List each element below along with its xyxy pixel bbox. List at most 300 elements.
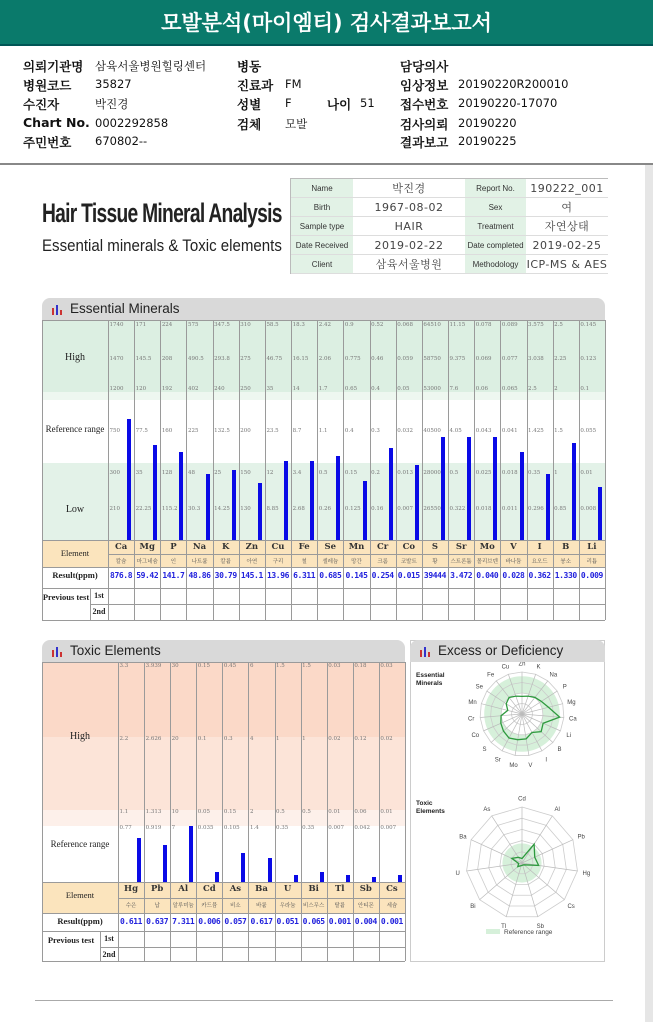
range-tick: 0.013 — [397, 470, 413, 476]
element-symbol: Fe — [298, 542, 310, 552]
result-value: 13.96 — [266, 571, 290, 580]
element-symbol: Cr — [377, 542, 389, 552]
result-value: 3.472 — [450, 571, 473, 580]
range-tick: 0.032 — [397, 428, 413, 434]
radar-title: Minerals — [416, 680, 443, 687]
radar-axis-label: Zn — [518, 661, 526, 668]
info-label-text: Chart No. — [23, 115, 90, 130]
info-label-text: 성별 — [237, 97, 262, 112]
card-label: Sex — [465, 198, 526, 217]
range-tick: 0.06 — [475, 386, 488, 392]
range-band — [42, 392, 605, 400]
info-value: F — [285, 96, 292, 110]
range-tick: 0.01 — [380, 809, 393, 815]
toxic-title: Toxic Elements — [70, 643, 161, 658]
result-value: 30.79 — [214, 571, 237, 580]
range-tick: 0.26 — [318, 506, 331, 512]
card-label: Treatment — [465, 217, 526, 236]
grid-line — [90, 588, 91, 620]
range-tick: 1.313 — [145, 809, 162, 815]
label-previous-test: Previous test — [47, 935, 95, 945]
range-tick: 2.68 — [292, 506, 305, 512]
range-tick: 1 — [554, 470, 558, 476]
radar-axis-label: V — [528, 762, 533, 769]
range-tick: 0.018 — [475, 506, 492, 512]
result-bar-Ca — [127, 419, 131, 540]
result-bar-Mg — [153, 445, 157, 540]
radar-axis-label: K — [536, 664, 541, 671]
range-tick: 16.15 — [292, 356, 309, 362]
grid-line — [108, 554, 605, 555]
grid-line — [42, 540, 605, 541]
label-1st: 1st — [104, 934, 114, 943]
result-bar-Fe — [310, 461, 314, 540]
label-result: Result(ppm) — [52, 570, 98, 580]
grid-line — [605, 320, 606, 620]
range-tick: 12 — [266, 470, 274, 476]
range-tick: 14.25 — [214, 506, 230, 512]
radar-axis-label: B — [557, 747, 562, 754]
radar-axis-label: Tl — [501, 923, 507, 930]
range-tick: 0.3 — [223, 736, 233, 742]
range-tick: 0.078 — [475, 322, 492, 328]
range-tick: 0.15 — [223, 809, 237, 815]
element-korean-name: 바륨 — [256, 902, 267, 909]
result-value: 0.009 — [580, 571, 603, 580]
result-value: 0.001 — [380, 917, 403, 926]
result-bar-Pb — [163, 845, 167, 882]
radar-axis-label: Cs — [567, 904, 575, 911]
result-bar-K — [232, 470, 236, 540]
range-tick: 0.35 — [528, 470, 541, 476]
radar-axis-label: Hg — [582, 870, 591, 877]
range-tick: 0.01 — [580, 470, 593, 476]
label-result: Result(ppm) — [57, 916, 103, 926]
range-tick: 0.18 — [354, 663, 367, 669]
element-korean-name: 철 — [301, 558, 307, 565]
info-value: 670802-- — [95, 134, 148, 148]
result-value: 0.145 — [345, 571, 368, 580]
grid-line — [42, 567, 605, 568]
result-bar-Al — [189, 826, 193, 882]
range-tick: 4 — [249, 736, 254, 742]
element-symbol: Ba — [255, 884, 268, 894]
card-value: 2019-02-25 — [526, 236, 608, 255]
range-tick: 1740 — [109, 322, 124, 328]
card-value: 190222_001 — [526, 179, 608, 198]
card-label: Date Received — [291, 236, 353, 255]
range-tick: 310 — [240, 322, 251, 328]
range-tick: 1.1 — [119, 809, 129, 815]
range-tick: 3.939 — [145, 663, 162, 669]
essential-title: Essential Minerals — [70, 301, 180, 316]
grid-line — [42, 662, 43, 961]
range-tick: 0.01 — [328, 809, 341, 815]
result-bar-Li — [598, 487, 602, 540]
element-korean-name: 나트륨 — [191, 558, 208, 565]
result-value: 0.362 — [528, 571, 551, 580]
range-tick: 58750 — [423, 356, 441, 362]
radar-axis-label: S — [482, 747, 487, 754]
result-bar-Bi — [320, 872, 324, 882]
element-symbol: U — [283, 884, 292, 894]
element-korean-name: 비소 — [230, 902, 241, 909]
range-tick: 0.296 — [528, 506, 544, 512]
range-tick: 0.45 — [223, 663, 237, 669]
legend-swatch — [486, 929, 500, 934]
element-korean-name: 구리 — [272, 558, 284, 565]
range-tick: 0.35 — [302, 825, 315, 831]
radar-axis-label: Se — [475, 684, 483, 691]
grid-line — [405, 662, 406, 961]
element-korean-name: 마그네슘 — [136, 558, 158, 565]
card-label: Name — [291, 179, 353, 198]
range-tick: 145.5 — [135, 356, 152, 362]
range-tick: 0.055 — [580, 428, 597, 434]
range-tick: 0.065 — [501, 386, 518, 392]
scrollbar-track[interactable] — [645, 165, 653, 1022]
range-tick: 6 — [249, 663, 254, 669]
element-symbol: Li — [587, 542, 597, 552]
info-label — [23, 57, 83, 75]
grid-line — [42, 320, 605, 321]
label-element: Element — [65, 890, 95, 900]
info-label-text: 수진자 — [23, 97, 60, 112]
result-value: 1.330 — [554, 571, 577, 580]
card-label: Client — [291, 255, 353, 274]
range-tick: 0.2 — [371, 470, 380, 476]
info-label — [23, 133, 71, 151]
range-tick: 3.3 — [119, 663, 129, 669]
radar-axis-label: Pb — [577, 834, 585, 841]
element-korean-name: 스트론튬 — [450, 558, 472, 565]
element-korean-name: 카드뮴 — [201, 902, 218, 909]
range-tick: 11.15 — [449, 322, 466, 328]
element-symbol: Mg — [139, 542, 155, 552]
range-tick: 0.4 — [371, 386, 380, 392]
element-symbol: Ca — [114, 542, 128, 552]
range-tick: 0.041 — [501, 428, 518, 434]
range-tick: 208 — [161, 356, 173, 362]
range-tick: 1200 — [109, 386, 124, 392]
info-label-text: 병동 — [237, 59, 262, 74]
range-tick: 2.42 — [318, 322, 331, 328]
range-tick: 28000 — [423, 470, 441, 476]
result-value: 0.028 — [502, 571, 525, 580]
info-label — [237, 115, 261, 133]
age-value: 51 — [360, 96, 375, 110]
element-korean-name: 안티몬 — [357, 902, 374, 909]
grid-line — [42, 620, 605, 621]
legend-label: Reference range — [504, 929, 553, 936]
range-tick: 0.02 — [380, 736, 393, 742]
result-value: 48.86 — [188, 571, 211, 580]
range-tick: 2.5 — [528, 386, 537, 392]
bar-chart-icon — [420, 646, 432, 657]
radar-axis-label: Cr — [468, 716, 475, 723]
range-tick: 250 — [240, 386, 251, 392]
element-korean-name: 몰리브덴 — [476, 558, 498, 565]
range-tick: 58.5 — [266, 322, 279, 328]
range-tick: 200 — [240, 428, 251, 434]
label-1st: 1st — [94, 591, 104, 600]
info-value: 0002292858 — [95, 116, 169, 130]
card-value: 1967-08-02 — [353, 198, 465, 217]
card-label: Birth — [291, 198, 353, 217]
range-tick: 0.011 — [501, 506, 518, 512]
radar-title: Excess or Deficiency — [438, 643, 564, 658]
info-label-text: 주민번호 — [23, 135, 72, 150]
result-bar-B — [572, 443, 576, 540]
range-tick: 35 — [135, 470, 143, 476]
range-tick: 347.5 — [214, 322, 230, 328]
element-symbol: Zn — [245, 542, 259, 552]
range-tick: 8.85 — [266, 506, 279, 512]
range-band — [42, 662, 405, 737]
result-value: 7.311 — [172, 917, 195, 926]
range-tick: 0.5 — [302, 809, 311, 815]
range-tick: 0.007 — [328, 825, 344, 831]
element-symbol: Cd — [202, 884, 216, 894]
element-korean-name: 세슘 — [386, 902, 398, 909]
report-logo-title: Hair Tissue Mineral Analysis — [42, 198, 282, 228]
radar-axis-label: Na — [549, 672, 558, 679]
result-value: 0.057 — [224, 917, 247, 926]
info-value: FM — [285, 77, 302, 91]
range-tick: 0.5 — [276, 809, 285, 815]
radar-axis-label: Cd — [518, 796, 526, 803]
info-label-text: 검사의뢰 — [400, 117, 449, 132]
range-tick: 14 — [292, 386, 300, 392]
info-label-text: 결과보고 — [400, 135, 449, 150]
range-tick: 0.035 — [197, 825, 214, 831]
radar-axis-label: Mo — [509, 762, 518, 769]
result-value: 0.637 — [146, 917, 169, 926]
card-value: ICP-MS & AES — [526, 255, 608, 274]
range-tick: 25 — [214, 470, 222, 476]
range-tick: 30 — [171, 663, 179, 669]
element-symbol: Mo — [479, 542, 495, 552]
radar-axis-label: Al — [554, 806, 560, 813]
info-value: 20190220 — [458, 116, 517, 130]
radar-axis-label: I — [545, 757, 548, 764]
range-tick: 0.03 — [328, 663, 341, 669]
range-tick: 240 — [214, 386, 225, 392]
element-korean-name: 바나듐 — [505, 558, 522, 565]
radar-axis-label: Ca — [568, 716, 577, 723]
result-value: 145.1 — [240, 571, 263, 580]
element-symbol: Sr — [455, 542, 467, 552]
range-tick: 130 — [240, 506, 251, 512]
radar-axis-label: Co — [471, 732, 480, 739]
result-value: 876.8 — [110, 571, 133, 580]
card-value: 여 — [526, 198, 608, 217]
report-logo-subtitle: Essential minerals & Toxic elements — [42, 236, 282, 255]
result-value: 0.051 — [276, 917, 299, 926]
range-tick: 22.25 — [135, 506, 152, 512]
element-symbol: P — [170, 542, 177, 552]
essential-section-header — [42, 298, 605, 320]
element-korean-name: 붕소 — [560, 558, 572, 565]
element-symbol: Se — [324, 542, 337, 552]
element-symbol: Bi — [308, 884, 319, 894]
element-symbol: V — [510, 542, 517, 552]
grid-line — [42, 961, 405, 962]
result-bar-Cu — [284, 461, 288, 540]
card-value: 삼육서울병원 — [353, 255, 465, 274]
result-value: 0.617 — [250, 917, 273, 926]
info-label-text: 진료과 — [237, 78, 274, 93]
element-symbol: K — [222, 542, 230, 552]
info-label — [23, 95, 59, 113]
range-tick: 120 — [135, 386, 147, 392]
result-bar-Tl — [346, 875, 350, 882]
label-element: Element — [60, 548, 90, 558]
range-tick: 0.322 — [449, 506, 466, 512]
grid-line — [42, 320, 43, 620]
range-tick: 2 — [249, 809, 254, 815]
card-label: Sample type — [291, 217, 353, 236]
info-value: 모발 — [285, 117, 308, 131]
range-tick: 9.375 — [449, 356, 466, 362]
range-tick: 1 — [302, 736, 306, 742]
result-value: 59.42 — [136, 571, 159, 580]
info-label-text: 검체 — [237, 117, 262, 132]
range-tick: 0.042 — [354, 825, 371, 831]
range-tick: 0.35 — [276, 825, 289, 831]
result-bar-V — [520, 452, 524, 540]
range-tick: 575 — [187, 322, 199, 328]
info-label — [237, 57, 261, 75]
range-tick: 0.15 — [344, 470, 358, 476]
label-high: High — [70, 731, 90, 742]
element-symbol: S — [431, 542, 439, 552]
range-tick: 1.425 — [528, 428, 544, 434]
radar-axis-label: Li — [566, 732, 572, 739]
element-korean-name: 코발트 — [400, 558, 417, 565]
range-tick: 0.007 — [380, 825, 397, 831]
range-tick: 0.85 — [554, 506, 567, 512]
element-symbol: Hg — [124, 884, 139, 894]
divider — [0, 163, 653, 165]
range-tick: 2.25 — [554, 356, 567, 362]
range-tick: 0.77 — [119, 825, 132, 831]
range-tick: 150 — [240, 470, 251, 476]
card-label: Methodology — [465, 255, 526, 274]
range-tick: 192 — [161, 386, 173, 392]
range-tick: 0.007 — [397, 506, 413, 512]
range-tick: 0.9 — [344, 322, 354, 328]
range-tick: 35 — [266, 386, 274, 392]
grid-line — [90, 604, 605, 605]
element-korean-name: 칼슘 — [115, 558, 127, 565]
element-korean-name: 요오드 — [531, 558, 548, 565]
range-tick: 128 — [161, 470, 173, 476]
range-tick: 0.069 — [475, 356, 492, 362]
result-value: 0.040 — [476, 571, 499, 580]
radar-axis-label: Sb — [536, 923, 544, 930]
radar-title: Elements — [416, 808, 445, 815]
range-tick: 0.46 — [371, 356, 384, 362]
range-tick: 48 — [187, 470, 195, 476]
range-tick: 0.123 — [580, 356, 597, 362]
range-tick: 77.5 — [135, 428, 148, 434]
result-bar-Cd — [215, 872, 219, 882]
label-low: Low — [65, 504, 85, 515]
radar-axis-label: As — [483, 806, 491, 813]
range-tick: 0.5 — [449, 470, 459, 476]
radar-charts — [410, 640, 605, 962]
range-tick: 18.3 — [292, 322, 305, 328]
radar-axis-label: Ba — [459, 834, 467, 841]
range-tick: 0.125 — [344, 506, 361, 512]
result-bar-Sr — [467, 437, 471, 540]
range-tick: 0.02 — [328, 736, 341, 742]
range-tick: 7.6 — [449, 386, 459, 392]
range-tick: 0.919 — [145, 825, 162, 831]
result-bar-Cr — [389, 448, 393, 540]
range-tick: 3.575 — [528, 322, 544, 328]
range-tick: 160 — [161, 428, 173, 434]
radar-section-header — [410, 640, 605, 662]
radar-title: Toxic — [416, 800, 433, 807]
element-symbol: Mn — [348, 542, 365, 552]
radar-axis-label: U — [455, 870, 460, 877]
element-symbol: Cu — [271, 542, 285, 552]
element-symbol: Na — [192, 542, 207, 552]
radar-axis-label: P — [562, 684, 567, 691]
grid-line — [42, 931, 405, 932]
info-label — [23, 76, 71, 94]
element-korean-name: 크롬 — [377, 558, 388, 565]
range-tick: 210 — [109, 506, 120, 512]
result-bar-Hg — [137, 838, 141, 882]
result-bar-Cs — [398, 875, 402, 882]
range-tick: 2.06 — [318, 356, 331, 362]
range-tick: 0.145 — [580, 322, 597, 328]
range-tick: 26550 — [423, 506, 441, 512]
result-bar-Co — [415, 465, 419, 540]
label-high: High — [65, 352, 85, 363]
info-value: 20190220-17070 — [458, 96, 558, 110]
result-bar-P — [179, 452, 183, 540]
result-value: 0.001 — [328, 917, 351, 926]
range-tick: 2.5 — [554, 322, 563, 328]
result-value: 141.7 — [162, 571, 185, 580]
range-tick: 300 — [109, 470, 120, 476]
result-bar-Na — [206, 474, 210, 540]
range-tick: 1.5 — [276, 663, 285, 669]
range-tick: 0.1 — [580, 386, 590, 392]
info-label — [237, 76, 273, 94]
range-tick: 275 — [240, 356, 251, 362]
result-value: 0.065 — [302, 917, 325, 926]
range-tick: 1.5 — [554, 428, 563, 434]
range-tick: 0.068 — [397, 322, 413, 328]
element-korean-name: 칼륨 — [220, 558, 232, 565]
result-value: 0.015 — [397, 571, 420, 580]
radar-title: Essential — [416, 672, 445, 679]
range-tick: 64510 — [423, 322, 441, 328]
element-korean-name: 황 — [432, 558, 438, 565]
element-korean-name: 리튬 — [586, 558, 598, 565]
range-tick: 0.089 — [501, 322, 518, 328]
range-tick: 0.018 — [501, 470, 518, 476]
range-tick: 0.12 — [354, 736, 367, 742]
range-tick: 2 — [554, 386, 558, 392]
range-tick: 40500 — [423, 428, 441, 434]
radar-axis-label: Bi — [470, 904, 476, 911]
